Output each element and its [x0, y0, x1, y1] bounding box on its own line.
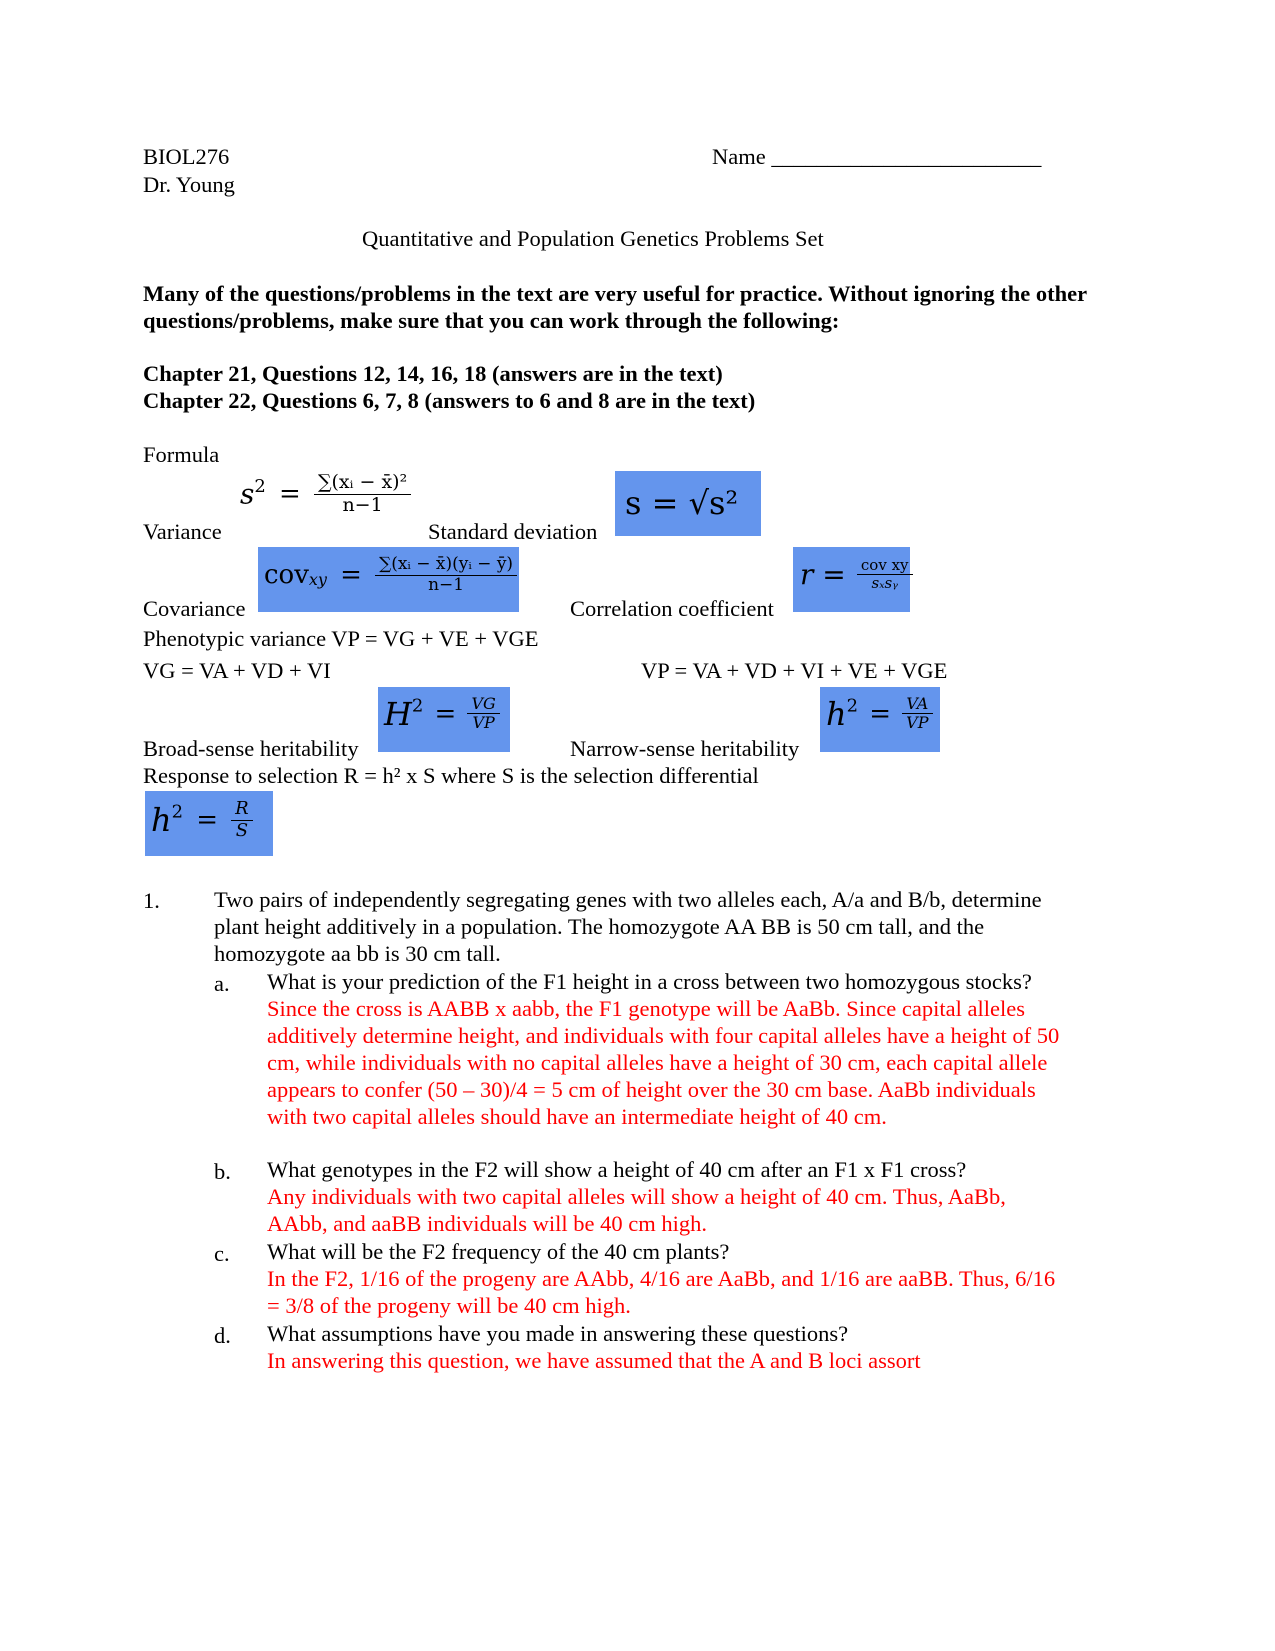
chapter-line-1: Chapter 21, Questions 12, 14, 16, 18 (answers are in the text): [143, 361, 723, 386]
name-blank: ________________________: [771, 144, 1042, 169]
phenotypic-variance-full: VP = VA + VD + VI + VE + VGE: [641, 658, 948, 683]
instructor-name: Dr. Young: [143, 172, 235, 197]
variance-formula: $s^2$ = $\frac{\text{∑(xᵢ − x̄)²}}{n-1}$: [240, 472, 411, 517]
covariance-denominator: n−1: [428, 574, 465, 595]
name-field[interactable]: [712, 146, 1041, 169]
phenotypic-variance: Phenotypic variance VP = VG + VE + VGE: [143, 626, 539, 651]
stdev-formula: s = √s²: [625, 484, 739, 522]
page-title: Quantitative and Population Genetics Problems Set: [362, 226, 824, 251]
covariance-label: Covariance: [143, 596, 246, 621]
genotypic-variance: VG = VA + VD + VI: [143, 658, 331, 683]
broad-sense-label: Broad-sense heritability: [143, 736, 359, 761]
narrow-sense-denominator: VP: [906, 713, 929, 733]
correlation-formula: r = $\frac{\text{cov xy}}{\text{sₓsᵧ}}$: [800, 557, 913, 593]
broad-sense-denominator: VP: [472, 713, 495, 733]
covariance-numerator: ∑(xᵢ − x̄)(yᵢ − ȳ): [375, 555, 517, 576]
narrow-sense-formula-box: [820, 687, 940, 752]
correlation-numerator: cov xy: [857, 557, 913, 575]
correlation-denominator: sₓsᵧ: [871, 574, 898, 593]
h2-rs-denominator: S: [235, 819, 249, 841]
name-label: Name: [712, 144, 766, 169]
covariance-formula-box: [258, 547, 519, 612]
narrow-sense-numerator: VA: [902, 695, 932, 714]
formula-heading: Formula: [143, 442, 220, 467]
narrow-sense-label: Narrow-sense heritability: [570, 736, 800, 761]
part-b-letter: b.: [214, 1159, 231, 1184]
variance-label: Variance: [143, 519, 222, 544]
h2-rs-numerator: R: [231, 799, 253, 821]
h2-rs-formula-box: [145, 791, 273, 856]
part-b-question: What genotypes in the F2 will show a height of 40 cm after an F1 x F1 cross?: [267, 1157, 967, 1182]
correlation-formula-box: [793, 547, 910, 612]
part-c-letter: c.: [214, 1241, 230, 1266]
stdev-formula-box: [615, 471, 761, 536]
broad-sense-formula: $H^2$ = $\frac{VG}{VP}$: [384, 695, 500, 733]
broad-sense-formula-box: [378, 687, 510, 752]
response-to-selection: Response to selection R = h² x S where S is the selection differential: [143, 763, 759, 788]
variance-numerator: ∑(xᵢ − x̄)²: [314, 472, 411, 495]
part-c-question: What will be the F2 frequency of the 40 cm plants?: [267, 1239, 730, 1264]
part-d-letter: d.: [214, 1323, 231, 1348]
h2-rs-formula: $h^2$ = $\frac{R}{S}$: [151, 799, 253, 841]
narrow-sense-formula: $h^2$ = $\frac{VA}{VP}$: [826, 695, 933, 733]
stdev-label: Standard deviation: [428, 519, 598, 544]
covariance-formula: cov$_{xy}$ = $\frac{\text{∑(xᵢ − x̄)(yᵢ − ȳ)}}{n-1}$: [264, 555, 517, 595]
part-a-question: What is your prediction of the F1 height in a cross between two homozygous stocks?: [267, 969, 1032, 994]
problem-stem: Two pairs of independently segregating genes with two alleles each, A/a and B/b, determine plant height additively in a population. The homozygote AA BB is 50 cm tall, and the homozygote aa bb is 30 cm tall.: [214, 887, 1042, 966]
course-code: BIOL276: [143, 144, 230, 169]
part-b-answer: Any individuals with two capital alleles will show a height of 40 cm. Thus, AaBb, AAbb, and aaBB individuals will be 40 cm high.: [267, 1184, 1006, 1236]
part-a-answer: Since the cross is AABB x aabb, the F1 genotype will be AaBb. Since capital alleles additively determine height, and individuals with four capital alleles have a height of 50 cm, while individuals with no capital alleles have a height of 30 cm, each capital allele appears to confer (50 – 30)/4 = 5 cm of height over the 30 cm base. AaBb individuals with two capital alleles should have an intermediate height of 40 cm.: [267, 996, 1060, 1129]
chapter-line-2: Chapter 22, Questions 6, 7, 8 (answers to 6 and 8 are in the text): [143, 388, 756, 413]
part-d-question: What assumptions have you made in answering these questions?: [267, 1321, 849, 1346]
part-c-answer: In the F2, 1/16 of the progeny are AAbb, 4/16 are AaBb, and 1/16 are aaBB. Thus, 6/16 = 3/8 of the progeny will be 40 cm high.: [267, 1266, 1056, 1318]
variance-denominator: n−1: [342, 493, 383, 516]
broad-sense-numerator: VG: [467, 695, 499, 714]
intro-text: Many of the questions/problems in the text are very useful for practice. Without ignoring the other questions/problems, make sure that you can work through the following:: [143, 281, 1087, 333]
problem-number: 1.: [143, 888, 160, 913]
part-d-answer: In answering this question, we have assumed that the A and B loci assort: [267, 1348, 921, 1373]
part-a-letter: a.: [214, 971, 230, 996]
correlation-label: Correlation coefficient: [570, 596, 774, 621]
